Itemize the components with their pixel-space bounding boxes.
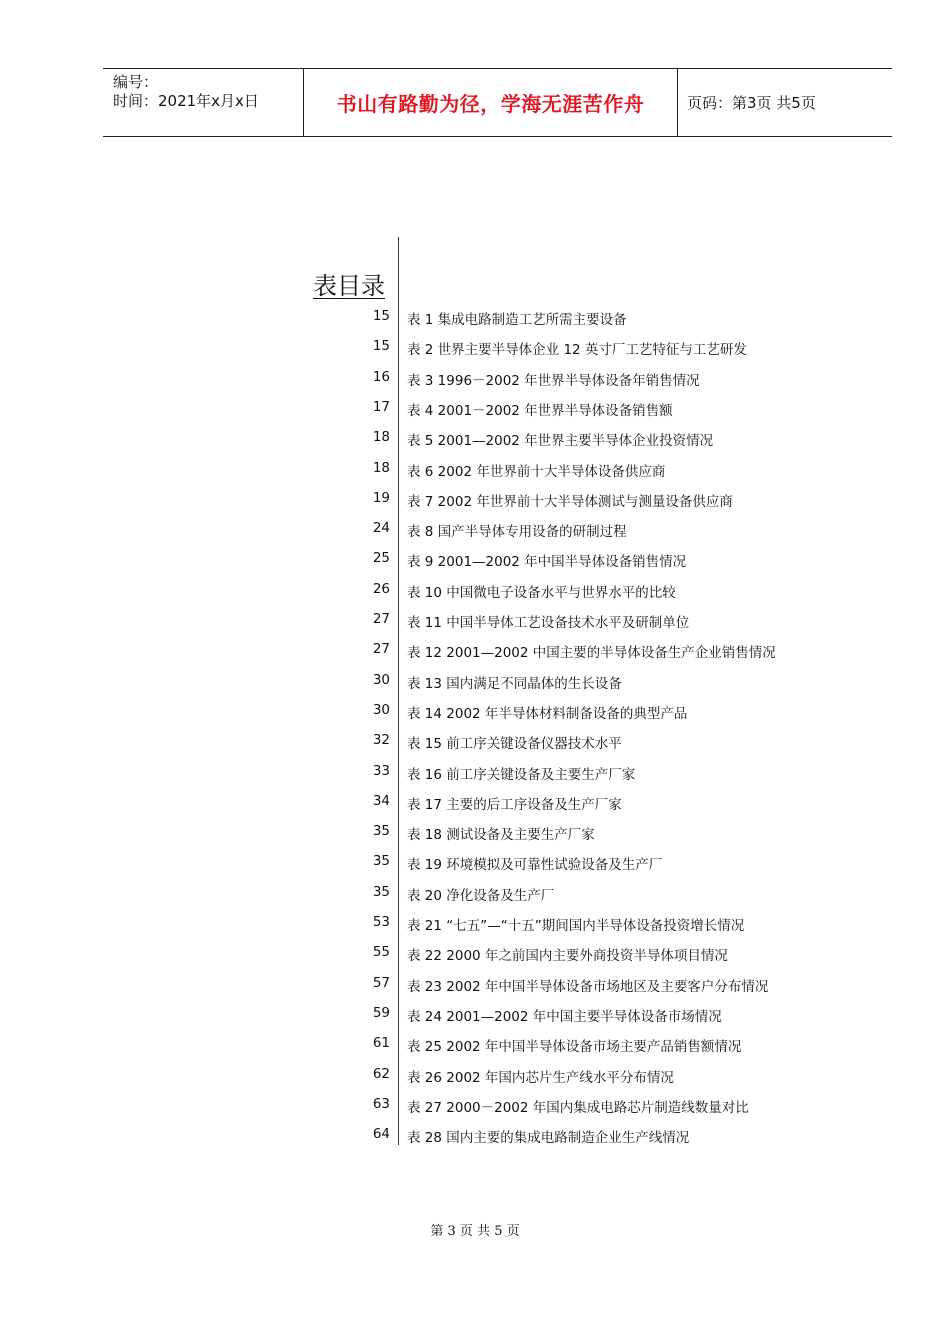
toc-entry[interactable] <box>0 609 950 631</box>
toc-entry-page: 24 <box>372 520 390 536</box>
toc-entry[interactable] <box>0 1124 950 1146</box>
toc-entry-page: 35 <box>372 884 390 900</box>
toc-entry-page: 33 <box>372 763 390 779</box>
toc-entry-label: 表 2 世界主要半导体企业 12 英寸厂工艺特征与工艺研发 <box>407 342 747 358</box>
toc-entry[interactable] <box>0 518 950 540</box>
toc-entry-label: 表 28 国内主要的集成电路制造企业生产线情况 <box>407 1130 690 1146</box>
toc-entry-page: 19 <box>372 490 390 506</box>
page-header <box>103 68 892 137</box>
toc-entry-label: 表 12 2001—2002 中国主要的半导体设备生产企业销售情况 <box>407 645 776 661</box>
toc-entry-page: 57 <box>372 975 390 991</box>
toc-entry-label: 表 7 2002 年世界前十大半导体测试与测量设备供应商 <box>407 494 733 510</box>
toc-entry-page: 63 <box>372 1096 390 1112</box>
header-page-info: 页码：第3页 共5页 <box>687 94 816 112</box>
toc-entry-page: 59 <box>372 1005 390 1021</box>
toc-entry-page: 26 <box>372 581 390 597</box>
toc-entry-page: 27 <box>372 641 390 657</box>
toc-entry[interactable] <box>0 1003 950 1025</box>
page-footer: 第 3 页 共 5 页 <box>430 1224 520 1239</box>
toc-entry-label: 表 4 2001－2002 年世界半导体设备销售额 <box>407 403 673 419</box>
toc-entry-label: 表 16 前工序关键设备及主要生产厂家 <box>407 767 636 783</box>
toc-entry[interactable] <box>0 306 950 328</box>
toc-entry[interactable] <box>0 458 950 480</box>
toc-entry[interactable] <box>0 397 950 419</box>
toc-entry[interactable] <box>0 912 950 934</box>
toc-entry-page: 32 <box>372 732 390 748</box>
toc-entry-page: 15 <box>372 338 390 354</box>
toc-entry[interactable] <box>0 1064 950 1086</box>
toc-entry[interactable] <box>0 791 950 813</box>
toc-entry-label: 表 18 测试设备及主要生产厂家 <box>407 827 595 843</box>
header-time-label: 时间：2021年x月x日 <box>113 92 259 110</box>
toc-entry-label: 表 13 国内满足不同晶体的生长设备 <box>407 676 622 692</box>
header-motto: 书山有路勤为径，学海无涯苦作舟 <box>336 92 645 116</box>
toc-entry[interactable] <box>0 700 950 722</box>
toc-entry[interactable] <box>0 851 950 873</box>
toc-entry-label: 表 19 环境模拟及可靠性试验设备及生产厂 <box>407 857 663 873</box>
toc-entry-label: 表 11 中国半导体工艺设备技术水平及研制单位 <box>407 615 690 631</box>
toc-entry-label: 表 10 中国微电子设备水平与世界水平的比较 <box>407 585 676 601</box>
toc-entry-page: 53 <box>372 914 390 930</box>
toc-entry[interactable] <box>0 821 950 843</box>
toc-entry-label: 表 25 2002 年中国半导体设备市场主要产品销售额情况 <box>407 1039 742 1055</box>
toc-entry-label: 表 21 “七五”—“十五”期间国内半导体设备投资增长情况 <box>407 918 745 934</box>
toc-entry-page: 55 <box>372 944 390 960</box>
toc-entry-label: 表 15 前工序关键设备仪器技术水平 <box>407 736 622 752</box>
toc-entry-label: 表 17 主要的后工序设备及生产厂家 <box>407 797 622 813</box>
toc-entry-label: 表 8 国产半导体专用设备的研制过程 <box>407 524 627 540</box>
toc-entry-page: 17 <box>372 399 390 415</box>
toc-entry-page: 35 <box>372 823 390 839</box>
toc-entry-label: 表 9 2001—2002 年中国半导体设备销售情况 <box>407 554 687 570</box>
toc-entry[interactable] <box>0 1033 950 1055</box>
toc-entry-page: 64 <box>372 1126 390 1142</box>
header-meta <box>103 69 303 136</box>
header-number-label: 编号： <box>113 73 159 91</box>
toc-entry[interactable] <box>0 942 950 964</box>
toc-entry[interactable] <box>0 548 950 570</box>
toc-entry-label: 表 14 2002 年半导体材料制备设备的典型产品 <box>407 706 688 722</box>
toc-entry-label: 表 1 集成电路制造工艺所需主要设备 <box>407 312 627 328</box>
toc-entry[interactable] <box>0 427 950 449</box>
toc-entry-label: 表 27 2000－2002 年国内集成电路芯片制造线数量对比 <box>407 1100 749 1116</box>
toc-entry-page: 62 <box>372 1066 390 1082</box>
toc-entry[interactable] <box>0 336 950 358</box>
toc-entry-page: 18 <box>372 429 390 445</box>
toc-entry-page: 30 <box>372 702 390 718</box>
toc-entry[interactable] <box>0 730 950 752</box>
toc-entry[interactable] <box>0 639 950 661</box>
header-divider <box>677 69 678 136</box>
toc-entry[interactable] <box>0 882 950 904</box>
toc-entry-label: 表 6 2002 年世界前十大半导体设备供应商 <box>407 464 666 480</box>
toc-entry[interactable] <box>0 973 950 995</box>
toc-entry[interactable] <box>0 579 950 601</box>
toc-entry[interactable] <box>0 488 950 510</box>
toc-entry-page: 30 <box>372 672 390 688</box>
toc-entry[interactable] <box>0 1094 950 1116</box>
toc-entry-page: 61 <box>372 1035 390 1051</box>
toc-entry-page: 15 <box>372 308 390 324</box>
toc-entry[interactable] <box>0 670 950 692</box>
toc-entry-page: 35 <box>372 853 390 869</box>
toc-entry-label: 表 5 2001—2002 年世界主要半导体企业投资情况 <box>407 433 714 449</box>
toc-entry-label: 表 23 2002 年中国半导体设备市场地区及主要客户分布情况 <box>407 979 769 995</box>
toc-entry-page: 27 <box>372 611 390 627</box>
toc-title: 表目录 <box>313 272 385 300</box>
toc-entry-page: 25 <box>372 550 390 566</box>
toc-entry[interactable] <box>0 761 950 783</box>
toc-entry-label: 表 22 2000 年之前国内主要外商投资半导体项目情况 <box>407 948 728 964</box>
toc-entry-label: 表 24 2001—2002 年中国主要半导体设备市场情况 <box>407 1009 722 1025</box>
toc-entry-page: 34 <box>372 793 390 809</box>
toc-entry-page: 16 <box>372 369 390 385</box>
toc-entry-label: 表 3 1996－2002 年世界半导体设备年销售情况 <box>407 373 700 389</box>
toc-entry-page: 18 <box>372 460 390 476</box>
toc-entry-label: 表 26 2002 年国内芯片生产线水平分布情况 <box>407 1070 674 1086</box>
toc-entry[interactable] <box>0 367 950 389</box>
toc-entry-label: 表 20 净化设备及生产厂 <box>407 888 555 904</box>
